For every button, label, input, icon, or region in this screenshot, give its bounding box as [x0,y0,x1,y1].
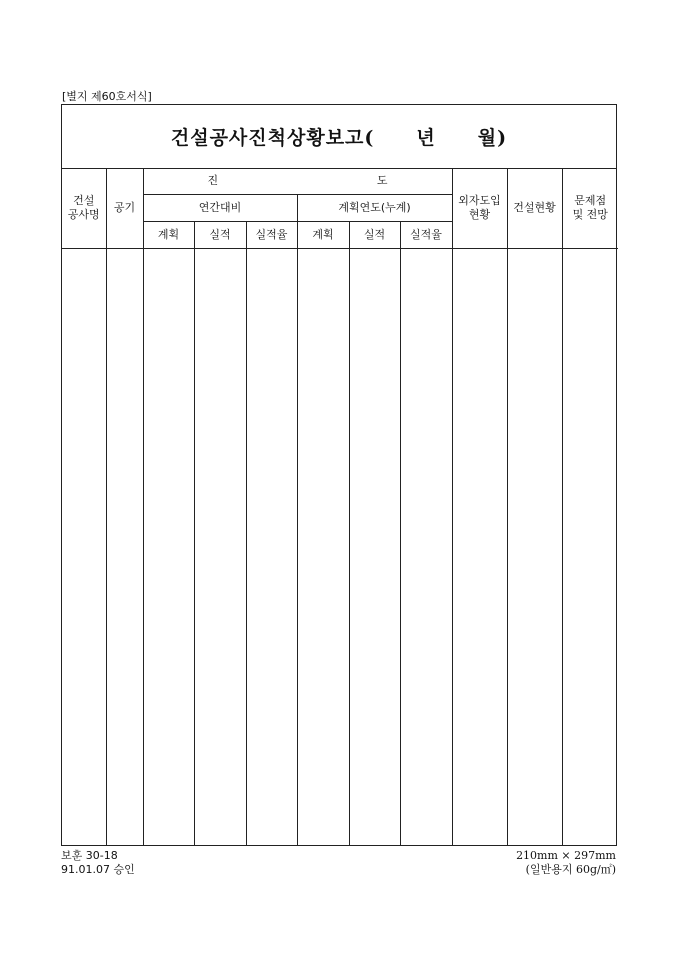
header-foreign-capital: 외자도입 현황 [452,169,507,248]
header-construction-status: 건설현황 [507,169,562,248]
header-annual-actual: 실적 [194,221,246,248]
cell-project-name [62,248,106,845]
footer-approval: 91.01.07 승인 [61,863,135,876]
form-title [62,105,616,169]
header-progress [143,169,452,194]
cell-cumulative-plan [297,248,349,845]
header-period: 공기 [106,169,143,248]
cell-cumulative-rate [400,248,452,845]
footer-paper-size: 210mm × 297mm [516,849,616,862]
header-annual-plan: 계획 [143,221,194,248]
progress-table [62,169,618,845]
table-body-row [62,248,618,845]
header-cumulative-plan: 계획 [297,221,349,248]
title-year-unit: 년 [416,127,436,149]
header-progress-right: 도 [376,174,388,188]
footer-left [61,849,135,877]
cell-annual-actual [194,248,246,845]
header-project-name: 건설 공사명 [62,169,106,248]
cell-foreign-capital [452,248,507,845]
footer-right [516,849,616,877]
header-annual: 연간대비 [143,194,297,221]
title-text: 건설공사진척상황보고( [170,127,375,149]
footer-code: 보훈 30-18 [61,849,118,862]
header-cumulative-rate: 실적율 [400,221,452,248]
cell-construction-status [507,248,562,845]
cell-cumulative-actual [349,248,400,845]
header-annual-rate: 실적율 [246,221,297,248]
header-issues: 문제점 및 전망 [562,169,618,248]
cell-annual-rate [246,248,297,845]
report-form [61,104,617,846]
header-cumulative-actual: 실적 [349,221,400,248]
footer-paper-type: (일반용지 60g/㎡) [525,863,616,876]
cell-period [106,248,143,845]
cell-annual-plan [143,248,194,845]
cell-issues [562,248,618,845]
header-cumulative: 계획연도(누계) [297,194,452,221]
title-month-unit: 월) [477,127,508,149]
header-progress-left: 진 [207,174,219,188]
form-number-label: [별지 제60호서식] [62,90,152,103]
